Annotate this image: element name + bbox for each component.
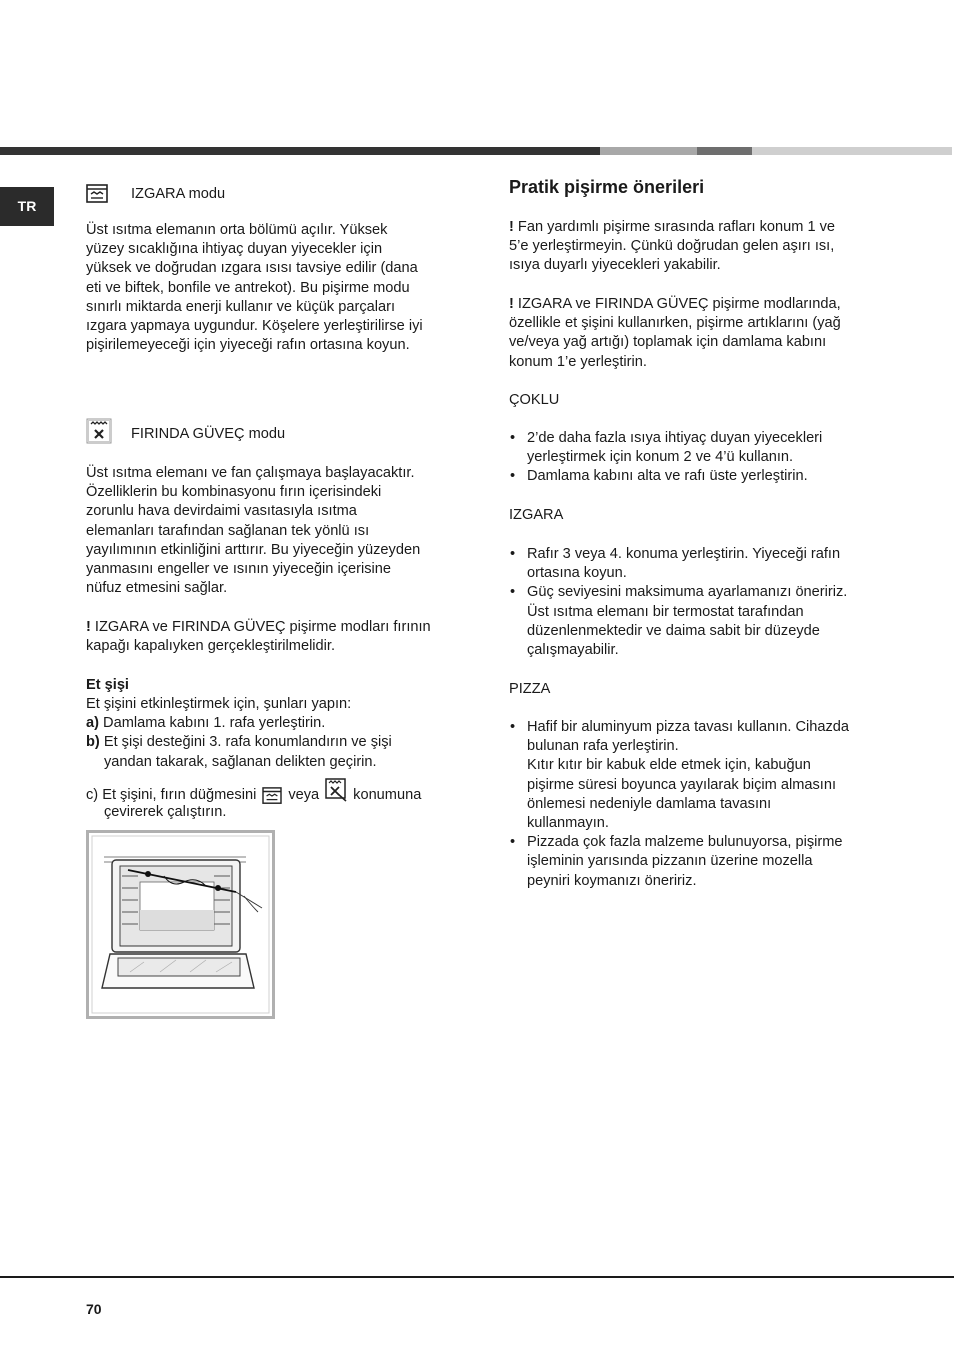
header-bar-mid2 — [697, 147, 752, 155]
tip-2-line-2: özellikle et şişini kullanırken, pişirme artıklarını (yağ — [509, 315, 841, 332]
page-number: 70 — [86, 1301, 102, 1317]
text-line: yanmasını engeller ve ısının yiyeceğin içerisine — [86, 561, 392, 578]
text-line: Üst ısıtma elemanı ve fan çalışmaya başlayacaktır. — [86, 465, 415, 481]
tip-1-mark: ! — [509, 219, 514, 235]
guvec-mode-heading — [131, 425, 285, 444]
text-line: pişirilemeyeceği için yiyeceği rafın ortasına koyun. — [86, 337, 410, 354]
list-item-line: • 2’de daha fazla ısıya ihtiyaç duyan yiyecekleri — [527, 430, 823, 446]
list-item-line: çalışmayabilir. — [527, 642, 619, 659]
tips-title: Pratik pişirme önerileri — [509, 177, 705, 197]
fan-grill-mode-icon — [86, 418, 112, 444]
list-item-line: • Damlama kabını alta ve rafı üste yerleştirin. — [527, 468, 808, 485]
rotisserie-intro: Et şişini etkinleştirmek için, şunları yapın: — [86, 696, 352, 712]
header-bar-mid — [600, 147, 697, 155]
mode-warning — [86, 618, 466, 656]
tip-2 — [509, 295, 889, 372]
izgara-mode-heading — [131, 185, 225, 204]
text-line: elemanları tarafından sağlanan tek yönlü ısı — [86, 522, 370, 539]
list-item-line: önlemesi nedeniyle damlama tavasını — [527, 795, 772, 812]
tip-2-line-4: konum 1’e yerleştirin. — [509, 353, 647, 370]
tip-2-mark: ! — [509, 296, 514, 312]
guvec-mode-name: FIRINDA GÜVEÇ — [131, 426, 245, 442]
list-item — [509, 718, 889, 833]
step-c-pre: c) Et şişini, fırın düğmesini — [86, 787, 257, 804]
warning-line-1: IZGARA ve FIRINDA GÜVEÇ pişirme modları fırının — [90, 619, 431, 635]
tip-1 — [509, 218, 889, 276]
warning-mark: ! — [86, 619, 91, 635]
text-line: ızgara yapmaya uygundur. Köşelere yerleştirilirse iyi — [86, 318, 423, 335]
step-c-post: konumuna — [353, 787, 422, 804]
guvec-description — [86, 464, 458, 598]
text-line: sınırlı miktarda enerji kullanır ve küçük parçaları — [86, 298, 396, 315]
list-item-line: işleminin yarısında pizzanın üzerine mozella — [527, 853, 813, 870]
rotisserie-step-a — [86, 714, 325, 733]
footer-rule — [0, 1276, 954, 1278]
list-item — [509, 545, 889, 583]
step-b-text-1: Et şişi desteğini 3. rafa konumlandırın ve şişi — [99, 734, 392, 750]
text-line: yüzey sıcaklığına ihtiyaç duyan yiyecekler için — [86, 241, 383, 258]
fan-grill-mode-icon-inline — [325, 778, 347, 802]
language-tab-label: TR — [17, 197, 37, 214]
oven-rotisserie-illustration — [86, 830, 275, 1019]
text-line: yayılımının etkinliğini arttırır. Bu yiyeceğin yüzeyden — [86, 541, 421, 558]
list-item — [509, 833, 889, 891]
step-a-label: a) — [86, 715, 99, 731]
list-item-line: düzenlenmektedir ve daima sabit bir düzeyde — [527, 622, 820, 639]
list-item-line: • Hafif bir aluminyum pizza tavası kullanın. Cihazda — [527, 719, 850, 735]
text-line: nüfuz etmesini sağlar. — [86, 580, 228, 597]
izgara-description — [86, 221, 452, 355]
warning-line-2: kapağı kapalıyken gerçekleştirilmelidir. — [86, 638, 336, 655]
tip-1-line-2: 5’e yerleştirmeyin. Çünkü doğrudan gelen aşırı ısı, — [509, 238, 835, 255]
list-item-line: yerleştirmek için konum 2 ve 4’ü kullanın. — [527, 449, 794, 466]
text-line: yüksek ve doğrudan ızgara ısısı tavsiye edilir (dana — [86, 260, 418, 277]
list-item-line: • Güç seviyesini maksimuma ayarlamanızı öneririz. — [527, 584, 848, 601]
izgara-tips-list — [509, 545, 889, 660]
step-b-text-2: yandan takarak, sağlanan delikten geçirin. — [104, 754, 377, 770]
list-item — [509, 429, 889, 467]
coklu-heading: ÇOKLU — [509, 392, 560, 408]
guvec-mode-suffix: modu — [244, 426, 286, 442]
list-item — [509, 583, 889, 660]
header-bar-light — [752, 147, 952, 155]
list-item-line: • Pizzada çok fazla malzeme bulunuyorsa, pişirme — [527, 834, 843, 851]
list-item-line: • Rafır 3 veya 4. konuma yerleştirin. Yiyeceği rafın — [527, 546, 841, 562]
step-c-line-2: çevirerek çalıştırın. — [104, 804, 227, 820]
list-item — [509, 467, 889, 486]
pizza-heading: PIZZA — [509, 681, 551, 697]
step-a-text: Damlama kabını 1. rafa yerleştirin. — [98, 715, 326, 731]
list-item-line: Üst ısıtma elemanı bir termostat tarafından — [527, 603, 804, 620]
header-bar-dark — [0, 147, 600, 155]
text-line: Üst ısıtma elemanın orta bölümü açılır. Yüksek — [86, 222, 388, 238]
text-line: eti ve biftek, bonfile ve antrekot). Bu pişirme modu — [86, 279, 410, 296]
grill-mode-icon-inline — [262, 787, 282, 805]
text-line: zorunlu hava devirdaimi vasıtasıyla ısıtma — [86, 503, 357, 520]
grill-mode-icon — [86, 184, 108, 204]
rotisserie-title: Et şişi — [86, 677, 129, 693]
step-c-mid: veya — [288, 787, 320, 804]
izgara-mode-name: IZGARA — [131, 186, 185, 202]
izgara-tips-heading: IZGARA — [509, 507, 564, 523]
list-item-line: kullanmayın. — [527, 815, 609, 832]
step-b-label: b) — [86, 734, 100, 750]
rotisserie-step-b — [86, 733, 392, 752]
language-tab — [0, 187, 54, 226]
coklu-list — [509, 429, 889, 487]
tip-1-line-3: ısıya duyarlı yiyecekleri yakabilir. — [509, 257, 721, 274]
list-item-line: ortasına koyun. — [527, 565, 627, 582]
list-item-line: bulunan rafa yerleştirin. — [527, 738, 679, 755]
izgara-mode-suffix: modu — [184, 186, 226, 202]
list-item-line: Kıtır kıtır bir kabuk elde etmek için, kabuğun — [527, 757, 811, 774]
tip-2-line-3: ve/veya yağ artığı) toplamak için damlama kabını — [509, 334, 827, 351]
list-item-line: pişirme süresi boyunca yayılarak biçim almasını — [527, 776, 837, 793]
list-item-line: peyniri koymanızı öneririz. — [527, 872, 697, 889]
tip-1-line-1: Fan yardımlı pişirme sırasında rafları konum 1 ve — [513, 219, 836, 235]
tip-2-line-1: IZGARA ve FIRINDA GÜVEÇ pişirme modlarında, — [513, 296, 841, 312]
pizza-tips-list — [509, 718, 889, 891]
text-line: Özelliklerin bu kombinasyonu fırın içerisindeki — [86, 484, 382, 501]
